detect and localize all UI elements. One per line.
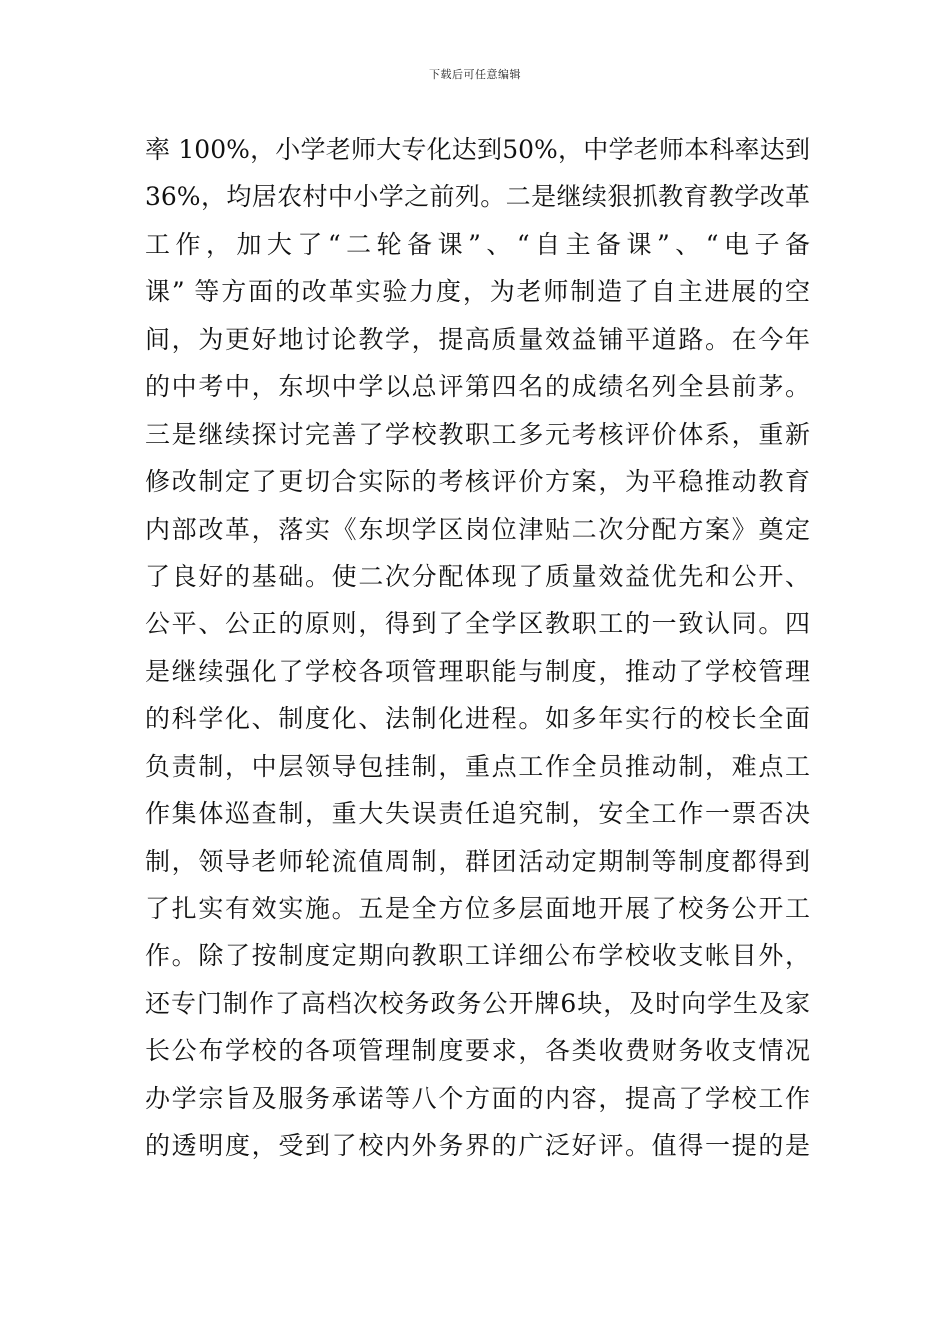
text-line: 是继续强化了学校各项管理职能与制度，推动了学校管理: [145, 656, 810, 686]
text-line: 内部改革，落实《东坝学区岗位津贴二次分配方案》奠定: [145, 514, 810, 544]
text-line: 36%，均居农村中小学之前列。二是继续狠抓教育教学改革: [145, 182, 810, 212]
text-line: 修改制定了更切合实际的考核评价方案，为平稳推动教育: [145, 467, 810, 497]
text-line: 的科学化、制度化、法制化进程。如多年实行的校长全面: [145, 704, 810, 734]
text-line: 了扎实有效实施。五是全方位多层面地开展了校务公开工: [145, 894, 810, 923]
text-line: 长公布学校的各项管理制度要求，各类收费财务收支情况: [145, 1036, 810, 1066]
text-line: 的中考中，东坝中学以总评第四名的成绩名列全县前茅。: [145, 372, 810, 402]
text-line: 率 100%，小学老师大专化达到50%，中学老师本科率达到: [145, 135, 810, 164]
header-note: 下载后可任意编辑: [429, 68, 521, 81]
text-line: 公平、公正的原则，得到了全学区教职工的一致认同。四: [145, 609, 810, 639]
text-line: 作。除了按制度定期向教职工详细公布学校收支帐目外，: [145, 941, 810, 971]
text-line: 工作，加大了“二轮备课”、“自主备课”、“电子备: [145, 229, 810, 259]
text-line: 还专门制作了高档次校务政务公开牌6块，及时向学生及家: [145, 988, 810, 1018]
text-line: 间，为更好地讨论教学，提高质量效益铺平道路。在今年: [145, 324, 810, 354]
text-line: 了良好的基础。使二次分配体现了质量效益优先和公开、: [145, 561, 810, 591]
text-line: 制，领导老师轮流值周制，群团活动定期制等制度都得到: [145, 846, 810, 876]
text-line: 三是继续探讨完善了学校教职工多元考核评价体系，重新: [145, 419, 810, 449]
text-line: 课” 等方面的改革实验力度，为老师制造了自主进展的空: [145, 277, 810, 307]
text-line: 办学宗旨及服务承诺等八个方面的内容，提高了学校工作: [145, 1083, 810, 1113]
body-paragraph: [145, 126, 810, 1170]
text-line: 作集体巡查制，重大失误责任追究制，安全工作一票否决: [145, 799, 810, 829]
text-line: 的透明度，受到了校内外务界的广泛好评。值得一提的是: [145, 1131, 810, 1161]
text-line: 负责制，中层领导包挂制，重点工作全员推动制，难点工: [145, 751, 810, 781]
